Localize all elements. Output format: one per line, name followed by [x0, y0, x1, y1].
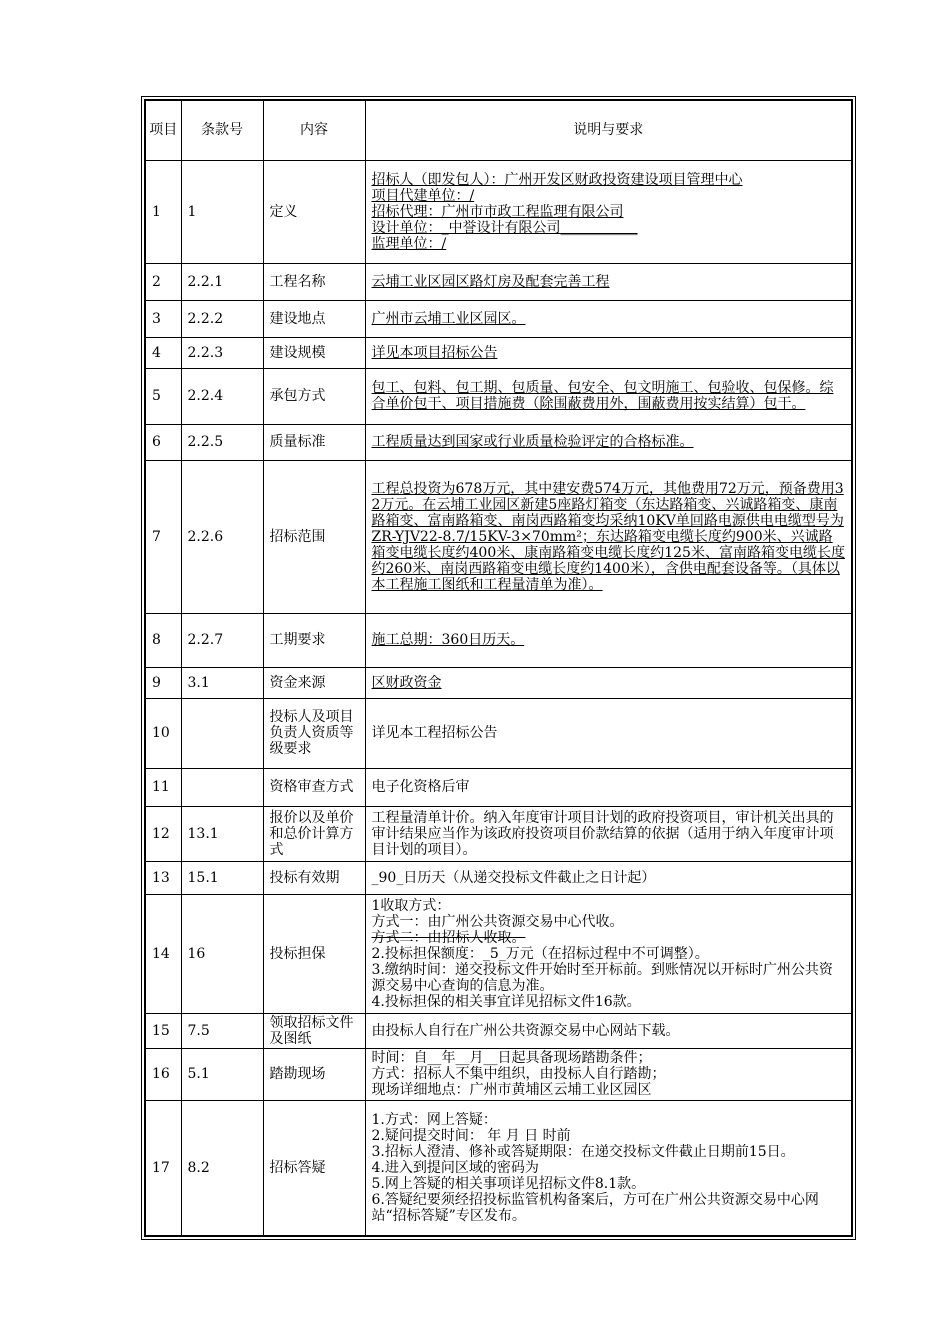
desc-line: 2.疑问提交时间： 年 月 日 时前	[371, 1127, 571, 1144]
row-desc: 工程质量达到国家或行业质量检验评定的合格标准。	[365, 424, 852, 460]
table-row	[145, 613, 852, 667]
row-item: 投标担保	[263, 894, 365, 1013]
row-item: 建设规模	[263, 337, 365, 368]
row-no: 8	[145, 613, 181, 667]
desc-line: 4.投标担保的相关事宜详见招标文件16款。	[371, 993, 641, 1010]
row-desc	[365, 1048, 852, 1100]
row-item: 建设地点	[263, 300, 365, 337]
row-desc: 详见本项目招标公告	[365, 337, 852, 368]
row-desc	[365, 160, 852, 263]
header-clause: 条款号	[181, 100, 263, 160]
desc-line: 招标代理：广州市市政工程监理有限公司	[371, 203, 624, 220]
row-no: 12	[145, 806, 181, 861]
table-row	[145, 861, 852, 894]
table-row	[145, 263, 852, 300]
row-no: 3	[145, 300, 181, 337]
row-clause: 16	[181, 894, 263, 1013]
desc-line: 5.网上答疑的相关事项详见招标文件8.1款。	[371, 1175, 646, 1192]
row-desc: 工程总投资为678万元，其中建安费574万元，其他费用72万元，预备费用32万元。在云埔工业园区新建5座路灯箱变（东达路箱变、兴诚路箱变、康南路箱变、富南路箱变、南岗西路箱变均采纳10KV单回路电源供电电缆型号为ZR-YJV22-8.7/15KV-3×70mm²；东达路箱变电缆长度约900米、兴诚路箱变电缆长度约400米、康南路箱变电缆长度约125米、富南路箱变电缆长度约260米、南岗西路箱变电缆长度约1400米），含供电配套设备等。（具体以本工程施工图纸和工程量清单为准）。	[365, 460, 852, 613]
table-row	[145, 424, 852, 460]
row-item: 投标人及项目负责人资质等级要求	[263, 698, 365, 768]
row-no: 1	[145, 160, 181, 263]
row-no: 4	[145, 337, 181, 368]
row-no: 16	[145, 1048, 181, 1100]
row-clause: 2.2.6	[181, 460, 263, 613]
row-clause: 3.1	[181, 667, 263, 698]
row-desc	[365, 1100, 852, 1236]
desc-line: 方式二：由招标人收取。	[371, 929, 526, 946]
row-clause: 1	[181, 160, 263, 263]
row-no: 9	[145, 667, 181, 698]
row-desc	[365, 894, 852, 1013]
row-desc: 详见本工程招标公告	[365, 698, 852, 768]
table-row	[145, 768, 852, 806]
row-clause: 2.2.7	[181, 613, 263, 667]
row-desc: 区财政资金	[365, 667, 852, 698]
desc-line: 1收取方式：	[371, 897, 451, 914]
desc-line: 设计单位：_中誉设计有限公司___________	[371, 219, 638, 236]
desc-line: 现场详细地点：广州市黄埔区云埔工业区园区	[371, 1082, 652, 1098]
header-desc: 说明与要求	[365, 100, 852, 160]
row-item: 踏勘现场	[263, 1048, 365, 1100]
row-clause: 2.2.4	[181, 368, 263, 424]
desc-line: 3.缴纳时间：递交投标文件开始时至开标前。到账情况以开标时广州公共资源交易中心查询的信息为准。	[371, 961, 833, 994]
row-clause: 2.2.1	[181, 263, 263, 300]
row-item: 工期要求	[263, 613, 365, 667]
table-row	[145, 1100, 852, 1236]
row-desc: 施工总期：360日历天。	[365, 613, 852, 667]
row-item: 工程名称	[263, 263, 365, 300]
row-no: 6	[145, 424, 181, 460]
desc-line: 3.招标人澄清、修补或答疑期限：在递交投标文件截止日期前15日。	[371, 1143, 795, 1160]
row-item: 定义	[263, 160, 365, 263]
row-clause: 13.1	[181, 806, 263, 861]
row-no: 10	[145, 698, 181, 768]
table-row	[145, 894, 852, 1013]
table-row	[145, 1013, 852, 1048]
header-no: 项目	[145, 100, 181, 160]
row-clause: 2.2.5	[181, 424, 263, 460]
row-clause: 2.2.3	[181, 337, 263, 368]
row-no: 2	[145, 263, 181, 300]
row-desc: _90_日历天（从递交投标文件截止之日计起）	[365, 861, 852, 894]
table-row	[145, 460, 852, 613]
table-row	[145, 667, 852, 698]
desc-line: 方式一：由广州公共资源交易中心代收。	[371, 913, 624, 930]
table-row	[145, 160, 852, 263]
row-no: 13	[145, 861, 181, 894]
row-item: 招标答疑	[263, 1100, 365, 1236]
row-desc: 由投标人自行在广州公共资源交易中心网站下载。	[365, 1013, 852, 1048]
row-item: 领取招标文件及图纸	[263, 1013, 365, 1048]
row-clause: 2.2.2	[181, 300, 263, 337]
row-item: 报价以及单价和总价计算方式	[263, 806, 365, 861]
desc-line: 4.进入到提问区域的密码为	[371, 1159, 539, 1176]
row-item: 资格审查方式	[263, 768, 365, 806]
desc-line: 方式：招标人不集中组织，由投标人自行踏勘；	[371, 1066, 666, 1082]
row-desc: 电子化资格后审	[365, 768, 852, 806]
desc-line: 2.投标担保额度：_5_万元（在招标过程中不可调整）。	[371, 945, 709, 962]
desc-line: 1.方式：网上答疑：	[371, 1111, 497, 1128]
row-no: 14	[145, 894, 181, 1013]
row-clause	[181, 768, 263, 806]
row-no: 5	[145, 368, 181, 424]
row-clause: 8.2	[181, 1100, 263, 1236]
header-item: 内容	[263, 100, 365, 160]
row-item: 资金来源	[263, 667, 365, 698]
table-row	[145, 337, 852, 368]
row-item: 质量标准	[263, 424, 365, 460]
row-clause: 7.5	[181, 1013, 263, 1048]
row-clause: 15.1	[181, 861, 263, 894]
table-row	[145, 806, 852, 861]
bid-data-table	[144, 99, 853, 1237]
row-clause: 5.1	[181, 1048, 263, 1100]
row-no: 11	[145, 768, 181, 806]
desc-line: 6.答疑纪要须经招投标监管机构备案后，方可在广州公共资源交易中心网站“招标答疑”专区发布。	[371, 1191, 819, 1224]
row-desc: 广州市云埔工业区园区。	[365, 300, 852, 337]
table-row	[145, 1048, 852, 1100]
desc-line: 招标人（即发包人）：广州开发区财政投资建设项目管理中心	[371, 171, 743, 188]
table-row	[145, 300, 852, 337]
desc-line: 项目代建单位：/	[371, 187, 475, 204]
row-item: 投标有效期	[263, 861, 365, 894]
desc-line: 时间：自__年__月__日起具备现场踏勘条件；	[371, 1050, 652, 1066]
row-no: 17	[145, 1100, 181, 1236]
row-no: 15	[145, 1013, 181, 1048]
table-row	[145, 698, 852, 768]
table-row	[145, 368, 852, 424]
row-desc: 工程量清单计价。纳入年度审计项目计划的政府投资项目，审计机关出具的审计结果应当作为该政府投资项目价款结算的依据（适用于纳入年度审计项目计划的项目）。	[365, 806, 852, 861]
row-no: 7	[145, 460, 181, 613]
table-header-row	[145, 100, 852, 160]
row-item: 招标范围	[263, 460, 365, 613]
row-desc: 云埔工业区园区路灯房及配套完善工程	[365, 263, 852, 300]
row-item: 承包方式	[263, 368, 365, 424]
row-clause	[181, 698, 263, 768]
row-desc: 包工、包料、包工期、包质量、包安全、包文明施工、包验收、包保修。综合单价包干、项目措施费（除围蔽费用外，围蔽费用按实结算）包干。	[365, 368, 852, 424]
desc-line: 监理单位：/	[371, 235, 447, 252]
